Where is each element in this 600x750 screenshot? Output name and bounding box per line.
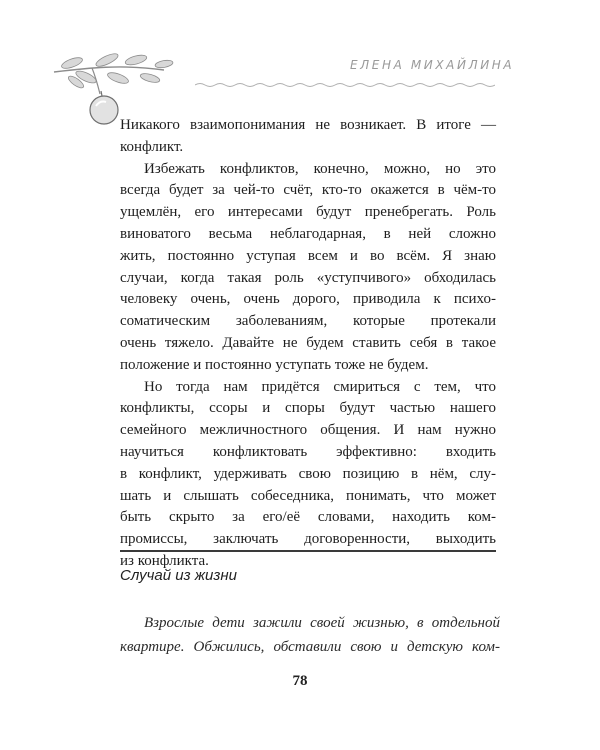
running-header-author: ЕЛЕНА МИХАЙЛИНА [350,58,515,72]
text-line: соматическим заболеваниям, которые протекали [120,313,496,330]
text-line: человеку очень, очень дорого, приводила к психо- [120,291,496,308]
text-line: конфликты, ссоры и споры будут частью нашего [120,400,496,417]
text-line: Избежать конфликтов, конечно, можно, но это [144,160,496,177]
text-line: Взрослые дети зажили своей жизнью, в отдельной [144,615,500,631]
text-line: шать и слышать собеседника, понимать, что может [120,487,496,504]
text-line: положение и постоянно уступать тоже не будем. [120,356,429,373]
text-line: конфликт. [120,138,184,155]
text-line: всегда будет за чей-то счёт, кто-то окажется в чём-то [120,182,496,199]
text-line: в конфликт, удерживать свою позицию в нём, слу- [120,465,496,482]
text-line: промиссы, заключать договоренности, выходить [120,531,496,548]
text-line: семейного межличностного общения. И нам нужно [120,422,496,439]
text-line: жить, постоянно уступая всем и во всём. Я знаю [120,247,496,264]
text-line: Но тогда нам придётся смириться с тем, что [144,378,496,395]
case-text [120,611,500,659]
page-number: 78 [292,673,308,689]
text-line: быть скрыто за его/её словами, находить ком- [120,509,496,526]
section-title: Случай из жизни [120,567,237,584]
text-line: случаи, когда такая роль «уступчивого» обходилась [120,269,496,286]
header-divider [195,82,495,88]
section-divider [120,550,496,552]
body-text [120,115,496,573]
text-line: из конфликта. [120,552,209,569]
text-line: очень тяжело. Давайте не будем ставить себя в такое [120,334,496,351]
text-line: научиться конфликтовать эффективно: входить [120,443,496,460]
text-line: Никакого взаимопонимания не возникает. В итоге — [120,117,496,133]
text-line: квартире. Обжились, обставили свою и детскую ком- [120,639,500,655]
text-line: виноватого весьма неблагодарная, в ней сложно [120,225,496,242]
text-line: ущемлён, его интересами будут пренебрегать. Роль [120,204,496,221]
